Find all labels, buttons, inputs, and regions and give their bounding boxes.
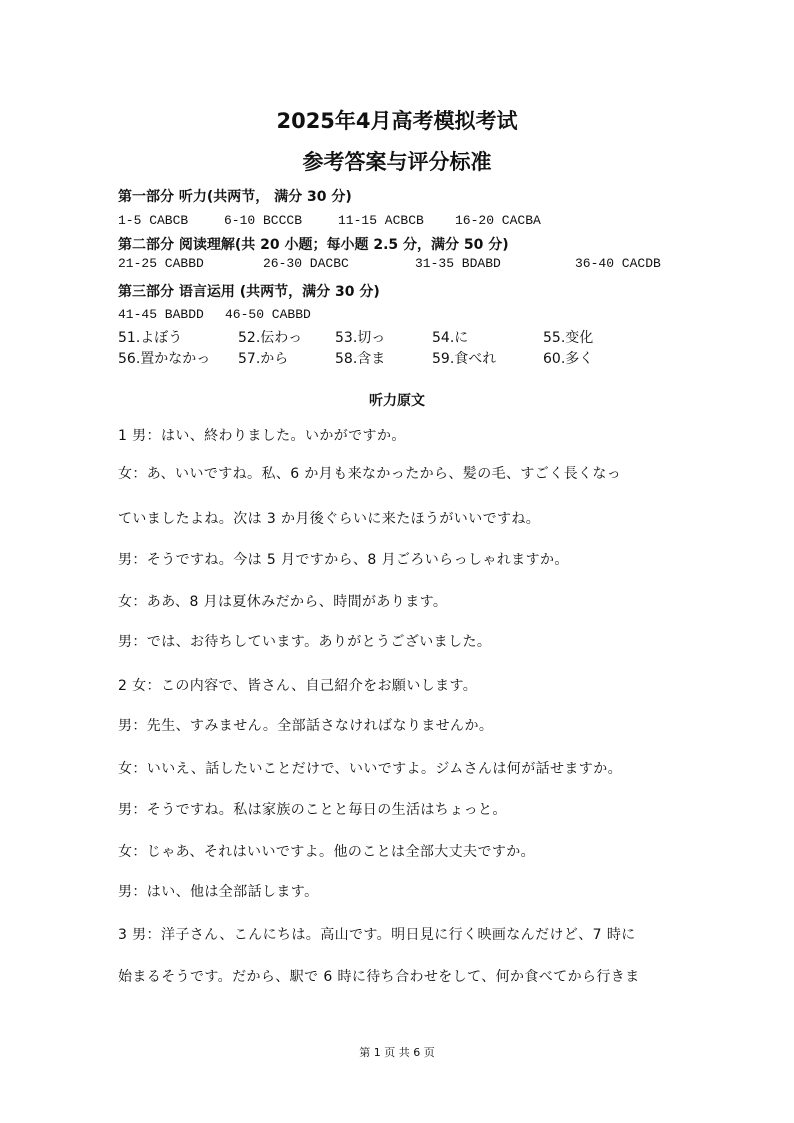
transcript-line: 男：先生、すみません。全部話さなければなりませんか。 bbox=[118, 718, 494, 734]
answer-group: 31-35 BDABD bbox=[415, 256, 501, 271]
fill-answer: 54.に bbox=[432, 330, 469, 346]
transcript-line: 男：では、お待ちしています。ありがとうございました。 bbox=[118, 634, 492, 650]
page-number: 第 1 页 共 6 页 bbox=[359, 1046, 435, 1059]
fill-answer: 60.多く bbox=[543, 351, 594, 367]
fill-answer: 58.含ま bbox=[335, 351, 386, 367]
answer-group: 6-10 BCCCB bbox=[224, 213, 303, 228]
fill-answer: 56.置かなかっ bbox=[118, 351, 211, 367]
transcript-line: 男：そうですね。今は 5 月ですから、8 月ごろいらっしゃれますか。 bbox=[118, 552, 569, 568]
transcript-line: ていましたよね。次は 3 か月後ぐらいに来たほうがいいですね。 bbox=[118, 511, 541, 527]
fill-answer: 53.切っ bbox=[335, 330, 386, 346]
transcript-line: 女：いいえ、話したいことだけで、いいですよ。ジムさんは何が話せますか。 bbox=[118, 761, 622, 777]
part2-heading: 第二部分 阅读理解(共 20 小题；每小题 2.5 分，满分 50 分) bbox=[118, 237, 509, 253]
fill-answer: 59.食べれ bbox=[432, 351, 497, 367]
transcript-line: 3 男：洋子さん、こんにちは。高山です。明日見に行く映画なんだけど、7 時に bbox=[118, 927, 636, 943]
transcript-line: 女：ああ、8 月は夏休みだから、時間があります。 bbox=[118, 594, 448, 610]
answer-group: 36-40 CACDB bbox=[575, 256, 661, 271]
exam-title: 2025年4月高考模拟考试 bbox=[276, 109, 518, 133]
answer-group: 11-15 ACBCB bbox=[338, 213, 424, 228]
answer-key-title: 参考答案与评分标准 bbox=[302, 150, 492, 174]
answer-group: 1-5 CABCB bbox=[118, 213, 189, 228]
fill-answer: 55.变化 bbox=[543, 330, 594, 346]
transcript-line: 2 女：この内容で、皆さん、自己紹介をお願いします。 bbox=[118, 678, 478, 694]
answer-group: 21-25 CABBD bbox=[118, 256, 204, 271]
transcript-line: 男：そうですね。私は家族のことと毎日の生活はちょっと。 bbox=[118, 802, 507, 818]
transcript-line: 1 男：はい、終わりました。いかがですか。 bbox=[118, 428, 406, 444]
listening-transcript-heading: 听力原文 bbox=[369, 393, 425, 409]
answer-group: 26-30 DACBC bbox=[263, 256, 349, 271]
transcript-line: 男：はい、他は全部話します。 bbox=[118, 884, 319, 900]
answer-group: 46-50 CABBD bbox=[225, 307, 311, 322]
answer-group: 16-20 CACBA bbox=[455, 213, 541, 228]
transcript-line: 女：じゃあ、それはいいですよ。他のことは全部大丈夫ですか。 bbox=[118, 844, 536, 860]
part1-heading: 第一部分 听力(共两节， 满分 30 分) bbox=[118, 189, 352, 205]
fill-answer: 57.から bbox=[238, 351, 289, 367]
answer-group: 41-45 BABDD bbox=[118, 307, 204, 322]
fill-answer: 51.よぼう bbox=[118, 330, 183, 346]
part3-heading: 第三部分 语言运用 (共两节，满分 30 分) bbox=[118, 284, 380, 300]
fill-answer: 52.伝わっ bbox=[238, 330, 303, 346]
transcript-line: 女：あ、いいですね。私、6 か月も来なかったから、髪の毛、すごく長くなっ bbox=[118, 466, 622, 482]
transcript-line: 始まるそうです。だから、駅で 6 時に待ち合わせをして、何か食べてから行きま bbox=[118, 969, 640, 985]
